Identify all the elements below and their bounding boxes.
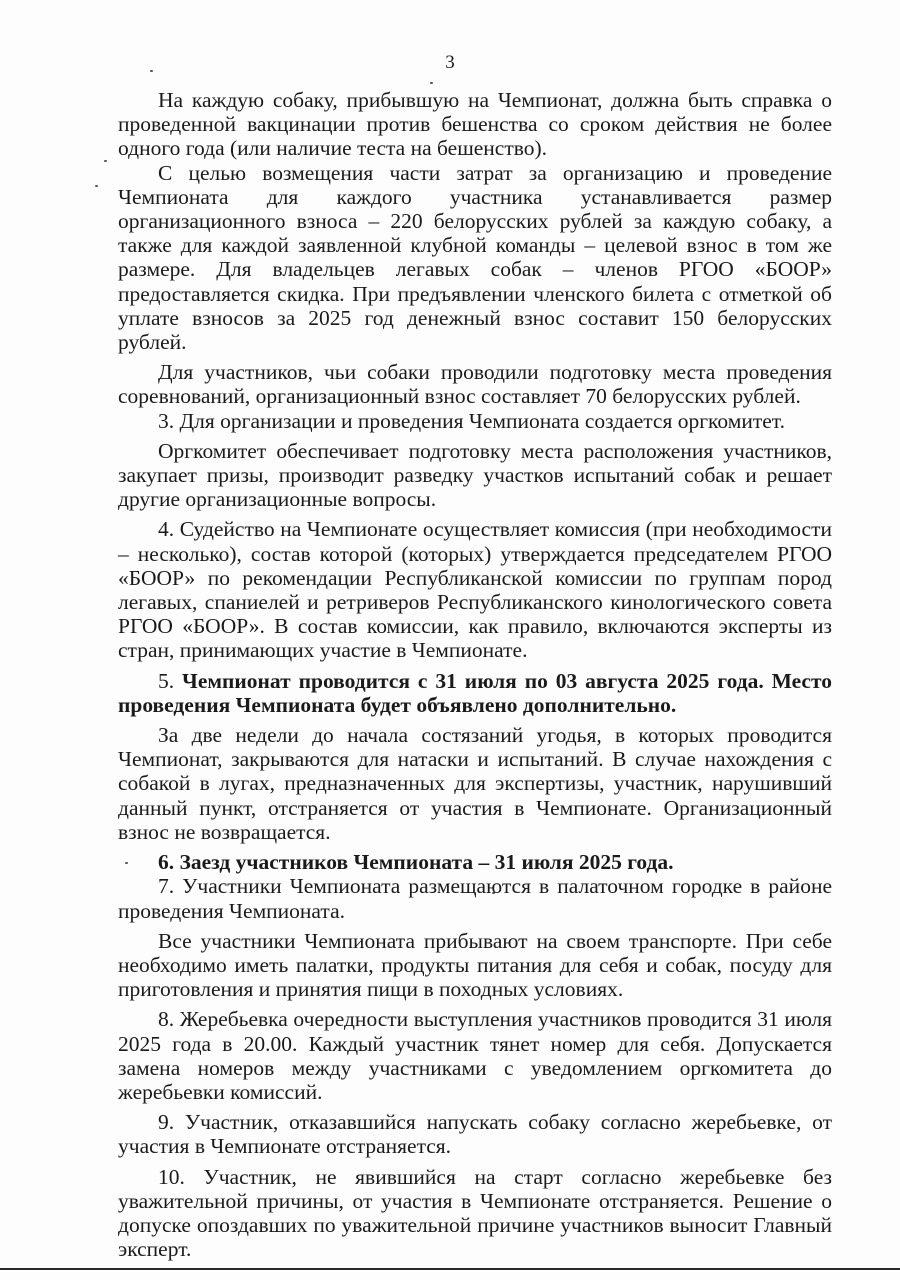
paragraph-item-9: 9. Участник, отказавшийся напускать собаку согласно жеребьевке, от участия в Чемпионате отстраняется. xyxy=(118,1110,832,1159)
paragraph-fee: С целью возмещения части затрат за организацию и проведение Чемпионата для каждого участника устанавливается размер организационного взноса – 220 белорусских рублей за каждую собаку, а также для каждой заявленной клубной команды – целевой взнос в том же размере. Для владельцев легавых собак – членов РГОО «БООР» предоставляется скидка. При предъявлении членского билета с отметкой об уплате взносов за 2025 год денежный взнос составит 150 белорусских рублей. xyxy=(118,160,832,355)
item-5-number: 5. xyxy=(158,668,183,693)
paragraph-grounds-closed: За две недели до начала состязаний угодья, в которых проводится Чемпионат, закрываются для натаски и испытаний. В случае нахождения с собакой в лугах, предназначенных для экспертизы, участник, нарушивший данный пункт, отстраняется от участия в Чемпионате. Организационный взнос не возвращается. xyxy=(118,723,832,844)
paragraph-item-6 xyxy=(118,850,832,874)
item-5-dates: Чемпионат проводится с 31 июля по 03 августа 2025 года. Место проведения Чемпионата будет объявлено дополнительно. xyxy=(118,668,833,717)
scan-speck xyxy=(150,70,153,72)
paragraph-vaccination: На каждую собаку, прибывшую на Чемпионат, должна быть справка о проведенной вакцинации против бешенства со сроком действия не более одного года (или наличие теста на бешенство). xyxy=(118,88,832,161)
page-number: 3 xyxy=(445,52,455,73)
paragraph-item-5 xyxy=(118,669,832,717)
paragraph-orgcommittee: Оргкомитет обеспечивает подготовку места расположения участников, закупает призы, производит разведку участков испытаний собак и решает другие организационные вопросы. xyxy=(118,438,832,512)
scan-speck xyxy=(104,160,107,162)
paragraph-fee-discount: Для участников, чьи собаки проводили подготовку места проведения соревнований, организационный взнос составляет 70 белорусских рублей. xyxy=(118,360,832,409)
paragraph-item-7: 7. Участники Чемпионата размещаются в палаточном городке в районе проведения Чемпионата. xyxy=(118,874,832,923)
scan-speck xyxy=(430,82,433,84)
paragraph-transport: Все участники Чемпионата прибывают на своем транспорте. При себе необходимо иметь палатки, продукты питания для себя и собак, посуду для приготовления и принятия пищи в походных условиях. xyxy=(118,928,832,1002)
paragraph-item-8: 8. Жеребьевка очередности выступления участников проводится 31 июля 2025 года в 20.00. Каждый участник тянет номер для себя. Допускается замена номеров между участниками с уведомлением оргкомитета до жеребьевки комиссий. xyxy=(118,1007,832,1104)
scan-speck xyxy=(95,185,98,187)
paragraph-item-4: 4. Судейство на Чемпионате осуществляет комиссия (при необходимости – несколько), состав которой (которых) утверждается председателем РГОО «БООР» по рекомендации Республиканской комиссии по группам пород легавых, спаниелей и ретриверов Республиканского кинологического совета РГОО «БООР». В состав комиссии, как правило, включаются эксперты из стран, принимающих участие в Чемпионате. xyxy=(118,517,832,663)
page-bottom-edge xyxy=(0,1268,900,1270)
document-body xyxy=(118,88,832,1261)
paragraph-item-3: 3. Для организации и проведения Чемпионата создается оргкомитет. xyxy=(158,408,785,433)
paragraph-item-10: 10. Участник, не явившийся на старт согласно жеребьевке без уважительной причины, от участия в Чемпионате отстраняется. Решение о допуске опоздавших по уважительной причине участников выносит Главный эксперт. xyxy=(118,1164,832,1262)
item-6-arrival: 6. Заезд участников Чемпионата – 31 июля 2025 года. xyxy=(158,850,674,875)
